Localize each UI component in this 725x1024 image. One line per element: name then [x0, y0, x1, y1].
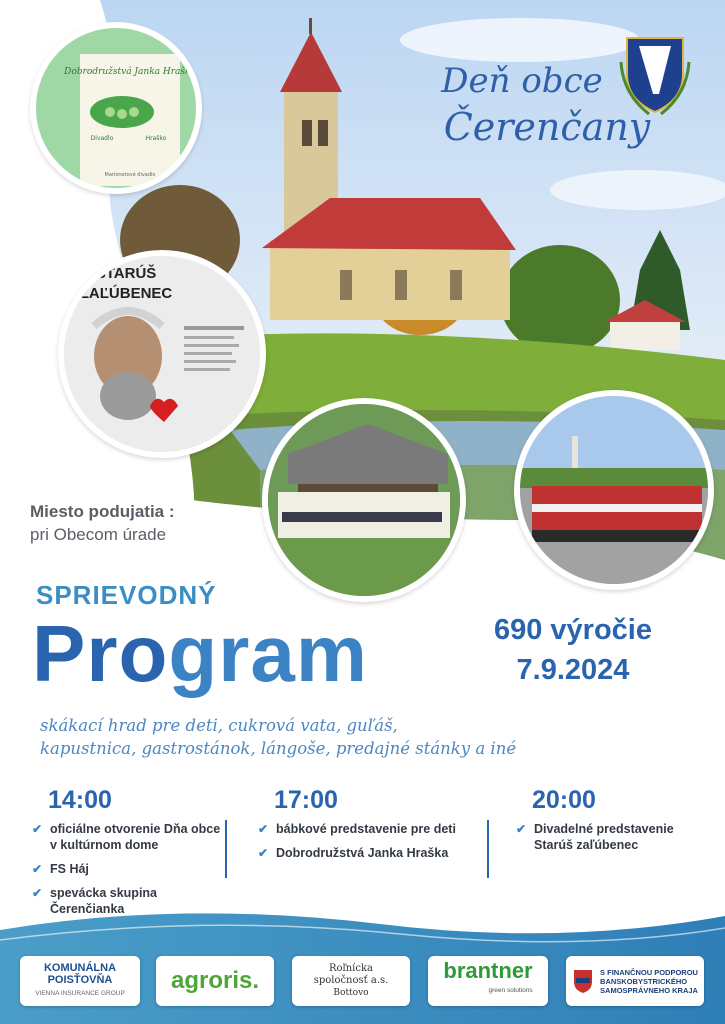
venue-value: pri Obecom úrade	[30, 525, 167, 544]
schedule-item: ✔ spevácka skupina Čerenčianka	[30, 885, 230, 917]
bbsk-crest-icon	[572, 968, 594, 994]
sponsor5-line2: BANSKOBYSTRICKÉHO	[600, 976, 688, 986]
singing-group-photo	[520, 396, 708, 584]
poster1-sub-left: Divadlo	[90, 135, 114, 142]
program-subtitle: SPRIEVODNÝ	[36, 580, 217, 610]
schedule-time: 14:00	[48, 786, 112, 814]
anniversary-text: 690 výročie	[493, 614, 652, 646]
sponsor5-line3: SAMOSPRÁVNEHO KRAJA	[600, 985, 698, 995]
puppet-show-poster-circle	[30, 22, 202, 194]
event-date: 7.9.2024	[516, 654, 630, 686]
attractions-text	[40, 714, 690, 760]
puppet-show-poster	[36, 28, 196, 188]
attractions-line-1: skákací hrad pre deti, cukrová vata, guľáš,	[40, 716, 398, 735]
attractions-line-2: kapustnica, gastrostánok, lángoše, predajné stánky a iné	[40, 739, 517, 758]
poster1-heading: Dobrodružstvá Janka Hraška	[64, 67, 196, 77]
sponsor5-line1: S FINANČNOU PODPOROU	[600, 967, 698, 977]
schedule-item: ✔ Divadelné predstavenie Starúš zaľúbenec	[514, 821, 714, 853]
schedule-item: ✔ oficiálne otvorenie Dňa obce v kultúrnom dome	[30, 821, 230, 853]
sponsor-komunalna-poistovna	[20, 956, 140, 1006]
page-title	[392, 58, 652, 150]
schedule-item: ✔ FS Háj	[30, 861, 230, 877]
folk-group-photo	[268, 404, 460, 596]
sponsor4-name: brantner	[443, 958, 533, 983]
theatre-poster	[64, 256, 260, 452]
schedule-item: ✔ Dobrodružstvá Janka Hraška	[256, 845, 456, 861]
venue-label: Miesto podujatia :	[30, 502, 175, 521]
coat-of-arms-icon	[619, 32, 691, 116]
schedule-time: 17:00	[274, 786, 338, 814]
sponsor3-line1: Roľnícka	[328, 963, 373, 974]
sponsor-brantner	[428, 956, 548, 1006]
schedule-divider	[487, 820, 489, 878]
schedule-item: ✔ bábkové predstavenie pre deti	[256, 821, 456, 837]
title-line-2: Čerenčany	[443, 105, 651, 149]
poster2-title-line-1: STARÚŠ	[95, 265, 157, 282]
sponsor1-line2: POISŤOVŇA	[47, 974, 113, 986]
theatre-poster-circle	[58, 250, 266, 458]
poster2-title-line-2: ZAĽÚBENEC	[79, 285, 173, 302]
sponsor4-sub: green solutions	[488, 987, 533, 994]
sponsor3-line2: spoločnosť a.s.	[313, 975, 389, 986]
schedule-time: 20:00	[532, 786, 596, 814]
schedule-divider	[225, 820, 227, 878]
poster1-sub-right: Hraško	[145, 135, 167, 142]
sponsor-agroris	[156, 956, 274, 1006]
program-title-part-b: gram	[168, 609, 368, 698]
title-line-1: Deň obce	[441, 61, 603, 101]
sponsor-bbsk	[566, 956, 704, 1006]
program-title	[32, 606, 368, 702]
sponsor1-sub: VIENNA INSURANCE GROUP	[35, 990, 125, 997]
schedule-column-2000	[514, 786, 714, 861]
schedule-column-1700	[256, 786, 456, 869]
singing-group-photo-circle	[514, 390, 714, 590]
program-title-part-a: Pro	[32, 609, 169, 698]
sponsor3-sub: Bottovo	[333, 988, 369, 998]
sponsor1-line1: KOMUNÁLNA	[43, 962, 117, 974]
poster1-footer: Marionetové divadlo	[104, 172, 156, 178]
sponsor-bar	[0, 956, 725, 1012]
folk-group-photo-circle	[262, 398, 466, 602]
sponsor2-name: agroris.	[170, 967, 260, 994]
sponsor-rolnicka-spolocnost	[292, 956, 410, 1006]
